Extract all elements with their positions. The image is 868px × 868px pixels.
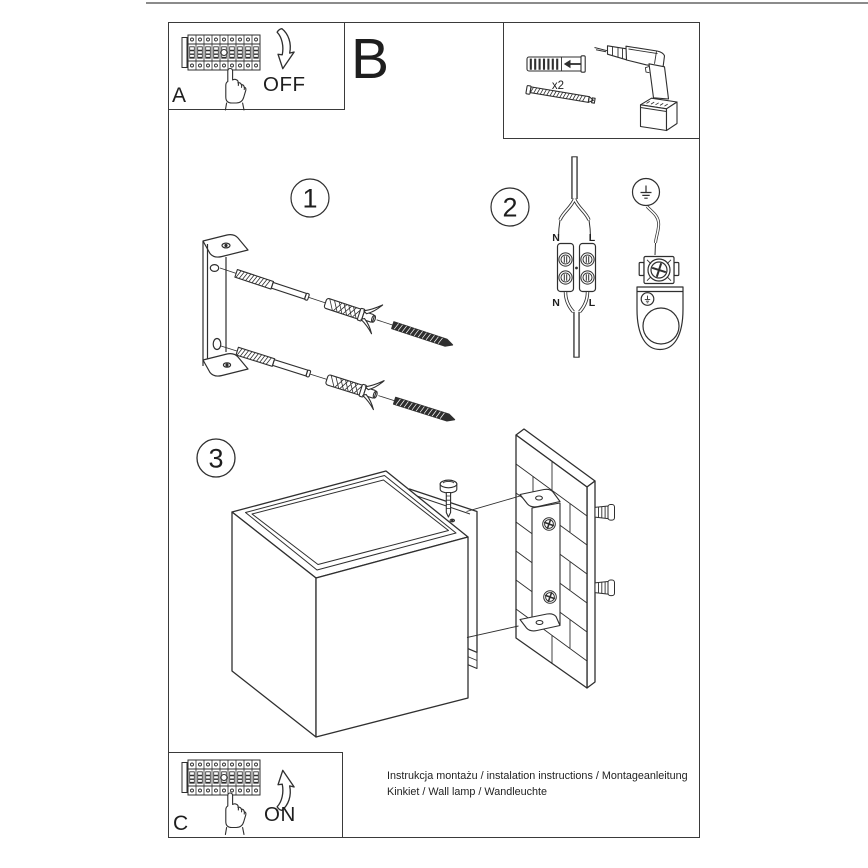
section-b-label: B	[351, 27, 390, 91]
drill-icon	[595, 46, 678, 131]
ground-symbol-icon	[633, 179, 660, 206]
anchor-quantity-label: x2	[551, 80, 565, 92]
supply-cable-icon	[559, 156, 591, 238]
breaker-off-illustration	[182, 29, 294, 110]
wall-plug-icon	[527, 56, 585, 72]
ground-wire-icon	[647, 207, 659, 256]
wire-label-n-bottom: N	[552, 297, 560, 309]
wire-label-l-top: L	[588, 232, 596, 244]
lamp-cable-icon	[566, 292, 588, 358]
screw-anchor-assembly-icon	[217, 331, 460, 434]
step-1-number: 1	[302, 183, 318, 214]
pointing-hand-icon	[225, 793, 246, 835]
wall-screw-tip-icon	[595, 505, 615, 521]
ground-terminal-icon	[637, 257, 683, 350]
screw-anchor-assembly-icon	[215, 253, 457, 359]
panel-a-label: A	[172, 84, 187, 107]
wall-screw-tip-icon	[595, 580, 615, 596]
arrow-down-icon	[277, 29, 294, 69]
footer-line-1: Instrukcja montażu / instalation instructions / Montageanleitung	[387, 770, 688, 782]
wall-lamp-cube-icon	[232, 471, 468, 737]
tools-illustration	[526, 46, 677, 131]
circuit-breaker-icon	[182, 35, 260, 70]
step-1-illustration	[203, 179, 459, 434]
step-3-number: 3	[208, 443, 224, 474]
terminal-block-icon	[558, 244, 596, 292]
footer-caption	[387, 769, 688, 800]
step-2-number: 2	[502, 192, 518, 223]
footer-line-2: Kinkiet / Wall lamp / Wandleuchte	[387, 785, 548, 798]
panel-c-label: C	[173, 812, 189, 835]
circuit-breaker-icon	[182, 760, 260, 795]
pointing-hand-icon	[225, 69, 246, 111]
wire-label-l-bottom: L	[588, 297, 596, 309]
panel-c-state-label: ON	[264, 803, 296, 826]
wire-label-n-top: N	[552, 232, 560, 244]
step-3-illustration	[197, 429, 615, 737]
panel-a-state-label: OFF	[263, 73, 306, 96]
step-2-illustration	[491, 156, 683, 358]
